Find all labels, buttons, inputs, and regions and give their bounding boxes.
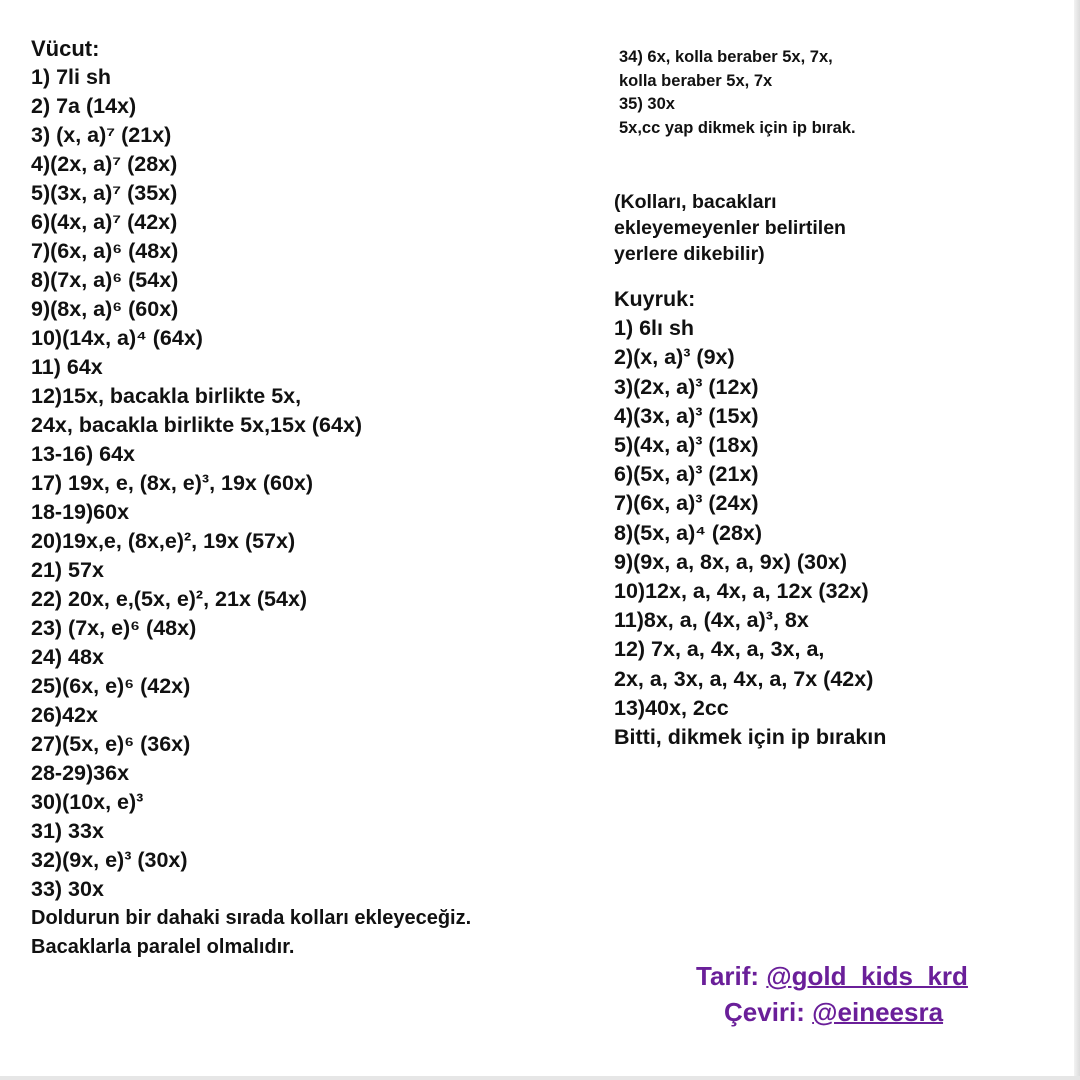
translation-handle-link[interactable]: @eineesra	[812, 997, 944, 1027]
arms-note	[614, 189, 1054, 267]
body-row: 18-19)60x	[31, 500, 130, 524]
tail-row: 7)(6x, a)³ (24x)	[614, 491, 759, 516]
body-continued-row: 34) 6x, kolla beraber 5x, 7x,	[619, 48, 833, 66]
arms-note-line: (Kolları, bacakları	[614, 191, 777, 213]
tail-row: 6)(5x, a)³ (21x)	[614, 462, 759, 487]
body-row: 3) (x, a)⁷ (21x)	[31, 123, 172, 147]
arms-note-line: yerlere dikebilir)	[614, 243, 765, 265]
tail-heading: Kuyruk:	[614, 287, 696, 311]
body-row: 21) 57x	[31, 558, 104, 582]
body-continued-row: 5x,cc yap dikmek için ip bırak.	[619, 118, 856, 137]
tail-row: 1) 6lı sh	[614, 316, 695, 341]
translation-label: Çeviri:	[724, 997, 813, 1027]
body-row: 32)(9x, e)³ (30x)	[31, 848, 188, 872]
body-row: 9)(8x, a)⁶ (60x)	[31, 297, 179, 321]
body-row: 10)(14x, a)⁴ (64x)	[31, 326, 203, 350]
body-row: 1) 7li sh	[31, 65, 112, 89]
tail-row: 13)40x, 2cc	[614, 695, 729, 720]
recipe-label: Tarif:	[696, 961, 767, 991]
body-row: 22) 20x, e,(5x, e)², 21x (54x)	[31, 587, 308, 611]
body-continued-row: kolla beraber 5x, 7x	[619, 71, 773, 90]
tail-row: 5)(4x, a)³ (18x)	[614, 433, 759, 458]
body-row: 23) (7x, e)⁶ (48x)	[31, 616, 197, 640]
body-note: Bacaklarla paralel olmalıdır.	[31, 936, 295, 958]
body-row: 6)(4x, a)⁷ (42x)	[31, 210, 178, 234]
body-continued-column	[619, 46, 1059, 140]
body-row: 20)19x,e, (8x,e)², 19x (57x)	[31, 529, 296, 553]
tail-pattern-column	[614, 285, 1074, 752]
body-row: 11) 64x	[31, 355, 103, 379]
body-row: 24x, bacakla birlikte 5x,15x (64x)	[31, 413, 363, 437]
body-row: 13-16) 64x	[31, 442, 135, 466]
body-row: 28-29)36x	[31, 761, 130, 785]
tail-row: 12) 7x, a, 4x, a, 3x, a,	[614, 637, 825, 662]
body-row: 4)(2x, a)⁷ (28x)	[31, 152, 178, 176]
body-row: 12)15x, bacakla birlikte 5x,	[31, 384, 302, 408]
tail-row: 2x, a, 3x, a, 4x, a, 7x (42x)	[614, 666, 874, 691]
recipe-handle-link[interactable]: @gold_kids_krd	[766, 961, 968, 991]
tail-row: 10)12x, a, 4x, a, 12x (32x)	[614, 579, 869, 604]
body-row: 2) 7a (14x)	[31, 94, 137, 118]
body-row: 8)(7x, a)⁶ (54x)	[31, 268, 179, 292]
tail-row: 4)(3x, a)³ (15x)	[614, 403, 759, 428]
credits-block	[696, 958, 1036, 1030]
body-pattern-column	[31, 34, 591, 962]
body-row: 7)(6x, a)⁶ (48x)	[31, 239, 179, 263]
body-row: 26)42x	[31, 703, 98, 727]
tail-row: 2)(x, a)³ (9x)	[614, 345, 735, 370]
body-continued-row: 35) 30x	[619, 95, 675, 113]
page-edge-shadow	[1074, 0, 1080, 1080]
tail-row: 9)(9x, a, 8x, a, 9x) (30x)	[614, 549, 848, 574]
body-row: 25)(6x, e)⁶ (42x)	[31, 674, 191, 698]
tail-row: Bitti, dikmek için ip bırakın	[614, 725, 887, 750]
body-row: 17) 19x, e, (8x, e)³, 19x (60x)	[31, 471, 314, 495]
arms-note-line: ekleyemeyenler belirtilen	[614, 217, 846, 239]
recipe-credit	[696, 958, 1036, 994]
body-row: 5)(3x, a)⁷ (35x)	[31, 181, 178, 205]
body-row: 27)(5x, e)⁶ (36x)	[31, 732, 191, 756]
body-row: 24) 48x	[31, 645, 104, 669]
body-row: 33) 30x	[31, 877, 104, 901]
body-row: 30)(10x, e)³	[31, 790, 144, 814]
tail-row: 3)(2x, a)³ (12x)	[614, 374, 759, 399]
body-row: 31) 33x	[31, 819, 104, 843]
page-bottom-edge	[0, 1076, 1080, 1080]
body-heading: Vücut:	[31, 36, 100, 61]
tail-row: 8)(5x, a)⁴ (28x)	[614, 520, 763, 545]
body-note: Doldurun bir dahaki sırada kolları ekleyeceğiz.	[31, 907, 472, 929]
translation-credit	[696, 994, 1036, 1030]
tail-row: 11)8x, a, (4x, a)³, 8x	[614, 608, 809, 633]
